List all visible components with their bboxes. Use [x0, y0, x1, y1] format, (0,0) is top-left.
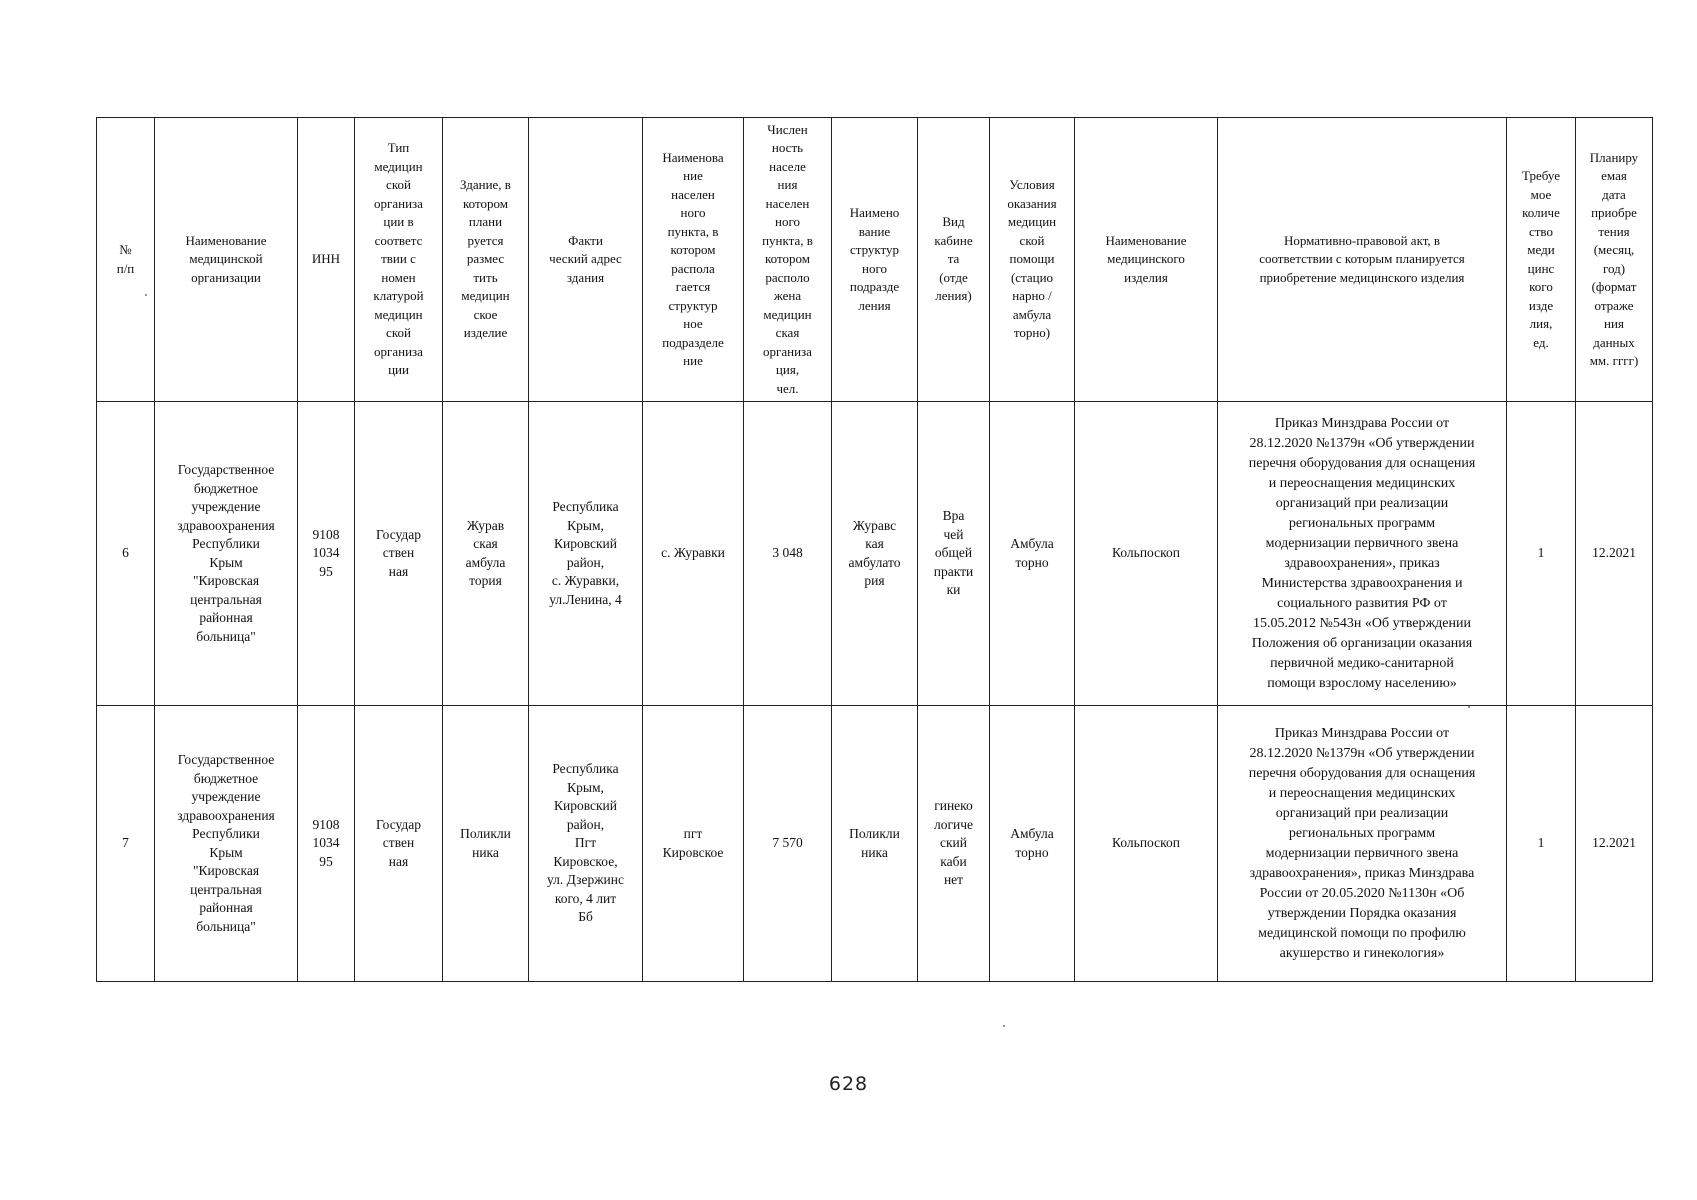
text-line: ность	[771, 140, 804, 156]
text-line: ская	[473, 536, 498, 551]
text-line: логиче	[933, 816, 974, 832]
header-inn	[298, 118, 355, 402]
text-line: 95	[319, 853, 333, 869]
text-line: кабине	[934, 232, 973, 248]
cell-qty: 1	[1507, 706, 1576, 982]
cell-building	[443, 706, 529, 982]
text-line: бюджетное	[193, 770, 259, 786]
text-line: Наименование	[185, 232, 267, 248]
scan-speck	[145, 294, 147, 296]
text-line: твии с	[381, 251, 416, 267]
text-line: районная	[199, 610, 253, 625]
text-line: ления	[858, 297, 891, 313]
cell-inn	[298, 706, 355, 982]
text-line: цинс	[1527, 260, 1555, 276]
text-line: ние	[683, 168, 703, 183]
text-line: 1034	[312, 835, 340, 851]
text-line: Крым	[209, 554, 243, 570]
cell-num: 7	[97, 706, 155, 982]
cell-org	[155, 706, 298, 982]
cell-num: 6	[97, 402, 155, 706]
cell-building	[443, 402, 529, 706]
text-line: чей	[943, 526, 964, 542]
text-line: Поликли	[849, 826, 900, 841]
cell-date: 12.2021	[1576, 402, 1653, 706]
text-line: лия,	[1529, 316, 1553, 331]
text-line: оказания	[1007, 195, 1057, 211]
text-line: руется	[467, 232, 504, 248]
text-line: подразде	[849, 279, 900, 294]
text-line: район,	[566, 554, 605, 570]
text-line: кого	[1529, 279, 1553, 294]
text-line: ский	[940, 835, 967, 851]
text-line: плани	[468, 214, 503, 230]
text-line: Положения об организации оказания	[1251, 635, 1473, 651]
text-line: та	[947, 251, 960, 267]
text-line: Пгт	[574, 835, 597, 851]
text-line: ствен	[382, 835, 415, 851]
text-line: (месяц,	[1593, 242, 1635, 257]
text-line: соответствии с которым планируется	[1259, 251, 1465, 267]
text-line: котором	[463, 195, 508, 211]
text-line: медицинской помощи по профилю	[1258, 925, 1466, 941]
text-line: котором	[670, 242, 716, 257]
text-line: Крым,	[567, 517, 604, 533]
cell-locality	[643, 706, 744, 982]
text-line: пункта, в	[667, 223, 719, 239]
text-line: ции в	[383, 214, 414, 230]
text-line: Журавс	[852, 517, 897, 533]
table-header-row	[97, 118, 1653, 402]
text-line: кого, 4 лит	[554, 890, 617, 906]
page-number: 628	[828, 1073, 869, 1095]
text-line: ная	[388, 853, 409, 869]
cell-unit	[832, 402, 918, 706]
text-line: Республика	[552, 761, 619, 777]
text-line: Наименование	[1105, 232, 1187, 248]
text-line: 1034	[312, 545, 340, 561]
text-line: учреждение	[191, 789, 261, 804]
text-line: Республика	[552, 499, 619, 514]
text-line: Амбула	[1010, 536, 1054, 551]
text-line: подразделе	[662, 334, 724, 350]
header-locality	[643, 118, 744, 402]
text-line: здравоохранения	[177, 807, 275, 823]
text-line: жена	[773, 288, 802, 304]
text-line: ции	[388, 362, 409, 378]
text-line: Условия	[1009, 177, 1055, 193]
text-line: Планиру	[1589, 149, 1639, 165]
text-line: тения	[1598, 223, 1630, 239]
text-line: медицин	[763, 306, 812, 322]
header-device	[1075, 118, 1218, 402]
text-line: нарно /	[1012, 288, 1052, 304]
text-line: организа	[763, 343, 812, 359]
text-line: населен	[765, 195, 810, 211]
header-address	[529, 118, 643, 402]
text-line: помощи взрослому населению»	[1267, 675, 1457, 691]
text-line: изделие	[463, 325, 508, 341]
text-line: структур	[849, 242, 900, 257]
text-line: населе	[769, 158, 806, 174]
cell-conditions	[990, 402, 1075, 706]
text-line: ул. Дзержинс	[546, 872, 625, 888]
text-line: изделия	[1124, 269, 1168, 285]
text-line: России от 20.05.2020 №1130н «Об	[1259, 885, 1465, 901]
text-line: населен	[671, 186, 715, 202]
header-num	[97, 118, 155, 402]
text-line: медицин	[374, 306, 423, 322]
text-line: "Кировская	[192, 863, 260, 878]
text-line: ческий адрес	[549, 251, 622, 267]
text-line: ул.Ленина, 4	[549, 591, 622, 607]
cell-locality: с. Журавки	[643, 402, 744, 706]
header-cabinet	[918, 118, 990, 402]
text-line: количе	[1522, 205, 1560, 220]
text-line: Вра	[942, 508, 965, 524]
text-line: первичной медико-санитарной	[1270, 655, 1454, 671]
text-line: практи	[933, 563, 974, 579]
text-line: год)	[1602, 260, 1626, 276]
text-line: клатурой	[373, 288, 424, 304]
text-line: медицинской	[189, 251, 263, 267]
text-line: Бб	[578, 909, 593, 925]
text-line: (отде	[939, 269, 968, 285]
text-line: модернизации первичного звена	[1265, 535, 1459, 551]
text-line: ника	[861, 844, 888, 860]
text-line: торно)	[1013, 325, 1051, 341]
text-line: ство	[1528, 223, 1553, 239]
cell-date: 12.2021	[1576, 706, 1653, 982]
text-line: приобре	[1591, 205, 1637, 220]
text-line: ника	[472, 844, 499, 860]
text-line: данных	[1593, 334, 1635, 350]
text-line: Государственное	[177, 462, 275, 477]
text-line: региональных программ	[1288, 825, 1436, 841]
text-line: ного	[862, 260, 887, 276]
text-line: медицин	[461, 288, 510, 304]
cell-device: Кольпоскоп	[1075, 706, 1218, 982]
text-line: 28.12.2020 №1379н «Об утверждении	[1249, 745, 1475, 761]
text-line: изде	[1528, 297, 1554, 313]
text-line: располо	[765, 269, 810, 285]
text-line: перечня оборудования для оснащения	[1248, 765, 1476, 781]
text-line: Числен	[767, 121, 808, 137]
text-line: Нормативно-правовой акт, в	[1283, 232, 1441, 248]
text-line: ция,	[775, 362, 800, 378]
text-line: амбула	[1012, 306, 1052, 322]
cell-unit	[832, 706, 918, 982]
text-line: (формат	[1591, 279, 1637, 294]
text-line: №	[119, 242, 132, 257]
text-line: организа	[374, 343, 423, 359]
text-line: Министерства здравоохранения и	[1261, 575, 1463, 591]
text-line: модернизации первичного звена	[1265, 845, 1459, 861]
text-line: районная	[199, 900, 253, 915]
text-line: мое	[1530, 186, 1552, 202]
text-line: отраже	[1594, 297, 1634, 313]
text-line: медицин	[374, 158, 423, 174]
text-line: (стацио	[1010, 269, 1054, 285]
text-line: ного	[775, 214, 800, 230]
text-line: соответс	[374, 232, 423, 248]
text-line: помощи	[1009, 251, 1055, 267]
text-line: ское	[473, 306, 498, 322]
text-line: и переоснащения медицинских	[1268, 785, 1456, 801]
text-line: организаций при реализации	[1275, 805, 1449, 821]
text-line: и переоснащения медицинских	[1268, 475, 1456, 491]
text-line: Кировское,	[553, 853, 618, 869]
text-line: Крым,	[567, 779, 604, 795]
text-line: Журав	[466, 517, 505, 533]
text-line: Республики	[192, 826, 260, 841]
text-line: размес	[466, 251, 505, 267]
cell-type	[355, 402, 443, 706]
text-line: Факти	[568, 232, 603, 248]
text-line: бюджетное	[193, 480, 259, 496]
text-line: здравоохранения	[177, 517, 275, 533]
text-line: 95	[319, 563, 333, 579]
text-line: ед.	[1533, 334, 1549, 350]
text-line: центральная	[190, 881, 262, 897]
text-line: организа	[374, 195, 423, 211]
text-line: ской	[1019, 232, 1045, 248]
text-line: тить	[473, 269, 498, 285]
text-line: Наимено	[849, 205, 900, 220]
text-line: гинеко	[934, 798, 973, 814]
text-line: Приказ Минздрава России от	[1274, 725, 1450, 741]
text-line: чел.	[776, 380, 799, 396]
header-type	[355, 118, 443, 402]
text-line: акушерство и гинекология»	[1279, 945, 1445, 961]
header-org	[155, 118, 298, 402]
header-act	[1218, 118, 1507, 402]
cell-cabinet	[918, 402, 990, 706]
text-line: пункта, в	[762, 232, 813, 248]
text-line: распола	[671, 260, 715, 276]
text-line: номен	[381, 269, 416, 285]
text-line: больница"	[196, 918, 256, 934]
header-population	[744, 118, 832, 402]
text-line: гается	[675, 279, 711, 294]
cell-act	[1218, 402, 1507, 706]
text-line: 15.05.2012 №543н «Об утверждении	[1253, 615, 1471, 631]
table-row	[97, 706, 1653, 982]
text-line: утверждении Порядка оказания	[1267, 905, 1457, 921]
text-line: ствен	[382, 545, 415, 561]
text-line: организаций при реализации	[1275, 495, 1449, 511]
text-line: вание	[858, 223, 891, 239]
text-line: ИНН	[311, 251, 341, 267]
text-line: Кировское	[662, 844, 724, 860]
text-line: региональных программ	[1288, 515, 1436, 531]
text-line: здравоохранения», приказ Минздрава	[1249, 865, 1475, 881]
text-line: тория	[469, 573, 502, 588]
text-line: рия	[864, 573, 885, 588]
text-line: ная	[388, 563, 409, 579]
text-line: нет	[943, 872, 964, 888]
text-line: организации	[191, 269, 261, 285]
text-line: Здание, в	[460, 177, 511, 193]
text-line: ния	[1604, 316, 1624, 331]
header-unit	[832, 118, 918, 402]
text-line: п/п	[116, 260, 135, 276]
header-date	[1576, 118, 1653, 402]
text-line: общей	[934, 545, 973, 561]
text-line: Государ	[375, 526, 422, 542]
text-line: Республики	[192, 536, 260, 551]
text-line: Государственное	[177, 752, 275, 767]
text-line: ние	[683, 353, 703, 368]
text-line: Тип	[387, 140, 410, 156]
cell-inn	[298, 402, 355, 706]
table-row	[97, 402, 1653, 706]
text-line: Крым	[209, 844, 243, 860]
header-building	[443, 118, 529, 402]
cell-population: 7 570	[744, 706, 832, 982]
text-line: амбулато	[848, 554, 901, 570]
cell-conditions	[990, 706, 1075, 982]
text-line: здания	[566, 269, 605, 285]
text-line: котором	[765, 251, 810, 267]
header-conditions	[990, 118, 1075, 402]
text-line: с. Журавки,	[551, 573, 620, 588]
scan-speck	[1468, 706, 1470, 708]
text-line: Вид	[942, 214, 965, 230]
text-line: район,	[566, 816, 605, 832]
text-line: ская	[775, 325, 800, 341]
text-line: 9108	[312, 816, 340, 832]
text-line: дата	[1602, 186, 1626, 202]
text-line: емая	[1601, 168, 1627, 183]
text-line: ления)	[935, 288, 972, 304]
cell-device: Кольпоскоп	[1075, 402, 1218, 706]
text-line: Кировский	[553, 798, 618, 814]
text-line: ное	[683, 316, 703, 331]
text-line: 9108	[312, 526, 340, 542]
cell-type	[355, 706, 443, 982]
cell-act	[1218, 706, 1507, 982]
text-line: каби	[940, 853, 967, 869]
text-line: здравоохранения», приказ	[1284, 555, 1440, 571]
cell-population: 3 048	[744, 402, 832, 706]
equipment-table	[96, 117, 1653, 982]
text-line: Государ	[375, 816, 422, 832]
text-line: торно	[1015, 844, 1049, 860]
text-line: мм. гггг)	[1589, 353, 1639, 368]
text-line: центральная	[190, 591, 262, 607]
cell-address	[529, 402, 643, 706]
text-line: ской	[386, 325, 411, 341]
text-line: приобретение медицинского изделия	[1259, 269, 1465, 285]
text-line: больница"	[196, 628, 256, 644]
cell-qty: 1	[1507, 402, 1576, 706]
text-line: Требуе	[1522, 168, 1560, 183]
text-line: перечня оборудования для оснащения	[1248, 455, 1476, 471]
text-line: 28.12.2020 №1379н «Об утверждении	[1249, 435, 1475, 451]
text-line: медицин	[1007, 214, 1057, 230]
text-line: ки	[946, 582, 961, 598]
text-line: социального развития РФ от	[1277, 595, 1447, 611]
text-line: Наименова	[662, 149, 724, 165]
text-line: пгт	[683, 826, 703, 841]
cell-cabinet	[918, 706, 990, 982]
header-qty	[1507, 118, 1576, 402]
text-line: ской	[386, 177, 411, 193]
text-line: структур	[668, 297, 718, 313]
text-line: Кировский	[553, 536, 618, 551]
cell-address	[529, 706, 643, 982]
text-line: амбула	[465, 554, 506, 570]
text-line: кая	[865, 536, 884, 551]
text-line: ния	[777, 177, 798, 193]
text-line: "Кировская	[192, 573, 260, 588]
text-line: меди	[1527, 242, 1555, 257]
text-line: Амбула	[1010, 826, 1054, 841]
text-line: ного	[680, 205, 706, 220]
text-line: учреждение	[191, 499, 261, 514]
text-line: Приказ Минздрава России от	[1274, 415, 1450, 431]
cell-org	[155, 402, 298, 706]
scan-speck	[1003, 1025, 1005, 1027]
text-line: Поликли	[460, 826, 511, 841]
text-line: торно	[1015, 554, 1049, 570]
text-line: медицинского	[1107, 251, 1185, 267]
